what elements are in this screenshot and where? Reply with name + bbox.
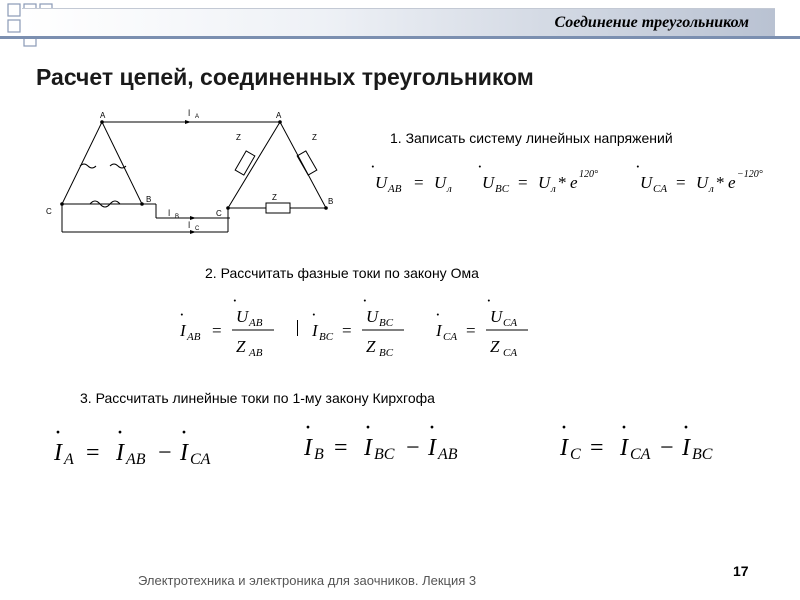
svg-text:*: * (558, 173, 567, 192)
svg-text:CA: CA (503, 317, 518, 329)
svg-text:·: · (620, 415, 628, 441)
svg-text:*: * (716, 173, 725, 192)
node-a-load: A (276, 111, 282, 120)
svg-text:BC: BC (692, 446, 713, 463)
step-2-text: 2. Рассчитать фазные токи по закону Ома (205, 265, 479, 281)
svg-text:I: I (180, 321, 186, 340)
svg-text:CA: CA (190, 451, 211, 468)
svg-text:U: U (482, 173, 495, 192)
svg-text:=: = (86, 440, 100, 466)
z-ca-label: Z (236, 133, 241, 142)
svg-text:A: A (195, 114, 200, 120)
svg-text:·: · (179, 305, 185, 324)
svg-text:I: I (682, 435, 690, 461)
header-title: Соединение треугольником (554, 14, 749, 31)
svg-text:−: − (406, 435, 420, 461)
svg-text:BC: BC (374, 446, 395, 463)
svg-text:A: A (64, 451, 74, 468)
svg-text:л: л (551, 183, 556, 195)
svg-text:U: U (538, 173, 551, 192)
svg-text:·: · (362, 291, 368, 310)
svg-text:·: · (635, 157, 641, 176)
svg-text:·: · (180, 420, 188, 446)
svg-text:I: I (364, 435, 372, 461)
svg-text:CA: CA (653, 183, 668, 195)
phase-current-bc (311, 291, 404, 359)
svg-text:л: л (709, 183, 714, 195)
svg-text:·: · (54, 420, 62, 446)
svg-text:CA: CA (443, 331, 458, 343)
svg-text:AB: AB (187, 331, 201, 343)
svg-text:·: · (560, 415, 568, 441)
svg-text:U: U (366, 307, 379, 326)
svg-text:I: I (436, 321, 442, 340)
svg-text:I: I (312, 321, 318, 340)
svg-text:=: = (590, 435, 604, 461)
svg-text:U: U (375, 173, 388, 192)
svg-text:U: U (490, 307, 503, 326)
svg-text:AB: AB (126, 451, 146, 468)
z-bc-label: Z (272, 193, 277, 202)
svg-text:I: I (180, 440, 188, 466)
svg-text:=: = (342, 321, 352, 340)
node-c-load: C (216, 209, 222, 218)
text-cursor (297, 320, 298, 336)
current-ia-label: İ (188, 109, 191, 118)
svg-text:e: e (728, 173, 736, 192)
z-ab-label: Z (312, 133, 317, 142)
line-current-a (53, 420, 211, 468)
svg-text:BC: BC (495, 183, 510, 195)
svg-text:CA: CA (503, 347, 518, 359)
svg-text:Z: Z (236, 337, 246, 356)
phase-current-ab (179, 291, 274, 359)
line-current-c (559, 415, 713, 463)
svg-text:·: · (486, 291, 492, 310)
svg-text:·: · (232, 291, 238, 310)
svg-text:I: I (560, 435, 568, 461)
svg-text:AB: AB (249, 347, 263, 359)
svg-text:−120°: −120° (737, 169, 763, 180)
svg-text:AB: AB (438, 446, 458, 463)
svg-text:BC: BC (319, 331, 334, 343)
node-b-load: B (328, 197, 334, 206)
svg-text:BC: BC (379, 347, 394, 359)
svg-text:=: = (676, 173, 686, 192)
node-a-gen: A (100, 111, 106, 120)
voltage-formula-ab (370, 157, 452, 195)
svg-text:C: C (195, 226, 200, 232)
voltage-formula-bc (477, 157, 598, 195)
svg-text:=: = (212, 321, 222, 340)
step-1-text: 1. Записать систему линейных напряжений (390, 130, 673, 146)
svg-text:I: I (620, 435, 628, 461)
svg-text:Z: Z (490, 337, 500, 356)
svg-text:I: I (54, 440, 62, 466)
phase-current-ca (435, 291, 528, 359)
node-c-gen: C (46, 207, 52, 216)
svg-text:U: U (640, 173, 653, 192)
page-title: Расчет цепей, соединенных треугольником (36, 64, 534, 90)
svg-text:B: B (175, 214, 180, 220)
svg-text:C: C (570, 446, 581, 463)
svg-text:·: · (435, 305, 441, 324)
footer-text: Электротехника и электроника для заочников. Лекция 3 (138, 573, 477, 588)
page-number: 17 (733, 563, 749, 579)
svg-text:=: = (334, 435, 348, 461)
svg-text:·: · (304, 415, 312, 441)
svg-text:·: · (428, 415, 436, 441)
svg-text:I: I (304, 435, 312, 461)
svg-text:−: − (158, 440, 172, 466)
svg-text:−: − (660, 435, 674, 461)
step-3-text: 3. Рассчитать линейные токи по 1-му закону Кирхгофа (80, 390, 435, 406)
current-ic-label: İ (188, 221, 191, 230)
voltage-formula-ca (635, 157, 763, 195)
svg-text:I: I (428, 435, 436, 461)
svg-text:·: · (370, 157, 376, 176)
svg-text:U: U (434, 173, 447, 192)
svg-text:·: · (477, 157, 483, 176)
svg-text:·: · (116, 420, 124, 446)
svg-text:I: I (116, 440, 124, 466)
svg-text:·: · (364, 415, 372, 441)
current-ib-label: İ (168, 209, 171, 218)
svg-text:120°: 120° (579, 169, 598, 180)
svg-text:=: = (518, 173, 528, 192)
svg-text:Z: Z (366, 337, 376, 356)
svg-text:CA: CA (630, 446, 651, 463)
svg-text:U: U (696, 173, 709, 192)
svg-text:BC: BC (379, 317, 394, 329)
line-current-b (303, 415, 458, 463)
svg-text:л: л (447, 183, 452, 195)
svg-text:=: = (414, 173, 424, 192)
svg-text:·: · (682, 415, 690, 441)
svg-text:e: e (570, 173, 578, 192)
svg-text:AB: AB (388, 183, 402, 195)
svg-text:·: · (311, 305, 317, 324)
node-b-gen: B (146, 195, 152, 204)
svg-text:=: = (466, 321, 476, 340)
svg-text:B: B (314, 446, 324, 463)
svg-text:AB: AB (249, 317, 263, 329)
svg-text:U: U (236, 307, 249, 326)
